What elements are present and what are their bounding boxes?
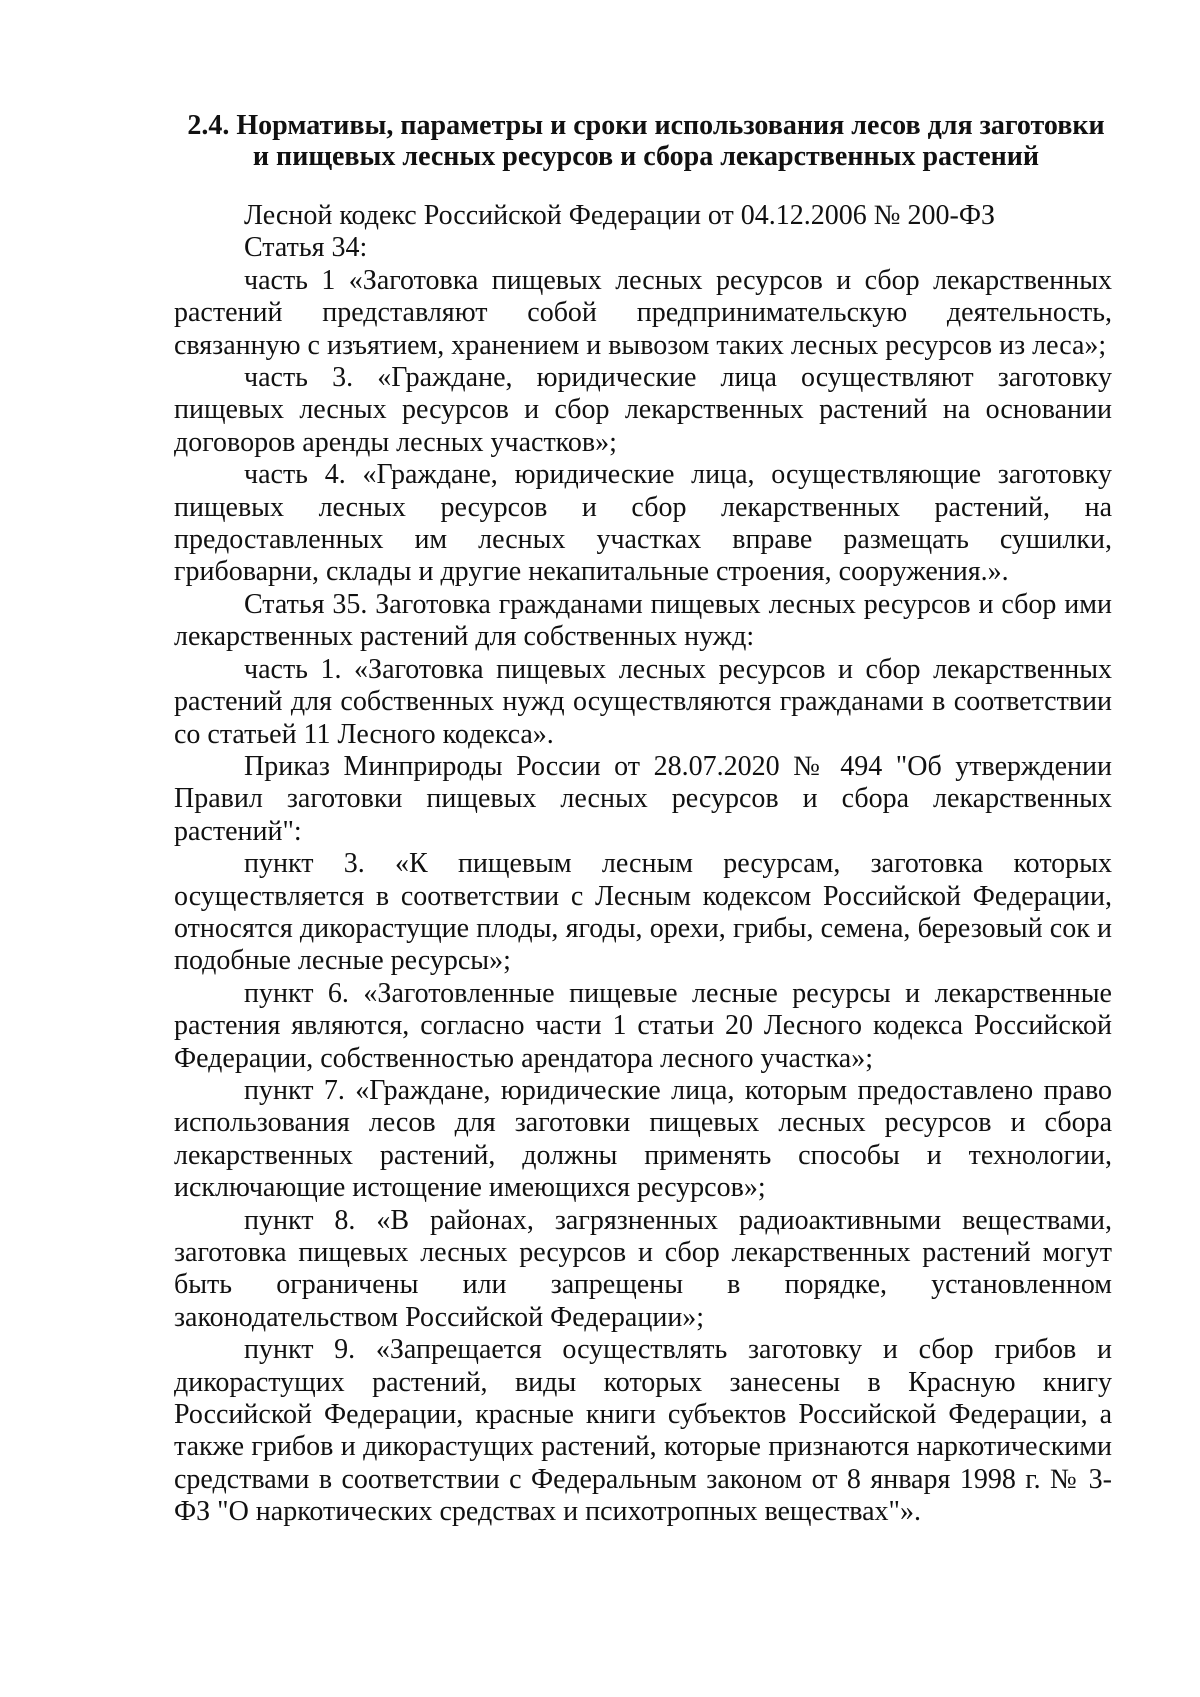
paragraph-art35-part1: часть 1. «Заготовка пищевых лесных ресурсов и сбор лекарственных растений для собственных нужд осуществляются гражданами в соответствии со статьей 11 Лесного кодекса». <box>174 653 1112 750</box>
section-heading-line-1 <box>180 110 1112 141</box>
paragraph-art34-part3: часть 3. «Граждане, юридические лица осуществляют заготовку пищевых лесных ресурсов и сбор лекарственных растений на основании договоров аренды лесных участков»; <box>174 362 1112 458</box>
paragraph-order-494: Приказ Минприроды России от 28.07.2020 № 494 "Об утверждении Правил заготовки пищевых лесных ресурсов и сбора лекарственных растений": <box>174 750 1112 847</box>
paragraph-item-3: пункт 3. «К пищевым лесным ресурсам, заготовка которых осуществляется в соответствии с Лесным кодексом Российской Федерации, относятся дикорастущие плоды, ягоды, орехи, грибы, семена, березовый сок и подобные лесные ресурсы»; <box>174 848 1112 977</box>
paragraph-item-9: пункт 9. «Запрещается осуществлять заготовку и сбор грибов и дикорастущих растений, виды которых занесены в Красную книгу Российской Федерации, красные книги субъектов Российской Федерации, а также грибов и дикорастущих растений, которые признаются наркотическими средствами в соответствии с Федеральным законом от 8 января 1998 г. № 3-ФЗ "О наркотических средствах и психотропных веществах"». <box>174 1334 1112 1528</box>
section-number: 2.4 <box>187 110 223 141</box>
section-title-part-2: и пищевых лесных ресурсов и сбора лекарственных растений <box>252 141 1040 172</box>
paragraph-item-7: пункт 7. «Граждане, юридические лица, которым предоставлено право использования лесов для заготовки пищевых лесных ресурсов и сбора лекарственных растений, должны применять способы и технологии, исключающие истощение имеющихся ресурсов»; <box>174 1074 1112 1204</box>
section-heading <box>174 110 1112 172</box>
paragraph-article-34: Статья 34: <box>244 232 368 264</box>
paragraph-law-title: Лесной кодекс Российской Федерации от 04.12.2006 № 200-ФЗ <box>244 200 995 231</box>
paragraph-art34-part1: часть 1 «Заготовка пищевых лесных ресурсов и сбор лекарственных растений представляют собой предпринимательскую деятельность, связанную с изъятием, хранением и вывозом таких лесных ресурсов из леса»; <box>174 264 1112 361</box>
paragraph-article-35: Статья 35. Заготовка гражданами пищевых лесных ресурсов и сбор ими лекарственных растений для собственных нужд: <box>174 588 1112 653</box>
document-page <box>174 110 1112 1529</box>
section-title-part-1: . Нормативы, параметры и сроки использования лесов для заготовки <box>222 110 1105 141</box>
paragraph-art34-part4: часть 4. «Граждане, юридические лица, осуществляющие заготовку пищевых лесных ресурсов и сбор лекарственных растений, на предоставленных им лесных участках вправе размещать сушилки, грибоварни, склады и другие некапитальные строения, сооружения.». <box>174 459 1112 588</box>
paragraph-item-8: пункт 8. «В районах, загрязненных радиоактивными веществами, заготовка пищевых лесных ресурсов и сбор лекарственных растений могут быть ограничены или запрещены в порядке, установленном законодательством Российской Федерации»; <box>174 1204 1112 1333</box>
paragraph-item-6: пункт 6. «Заготовленные пищевые лесные ресурсы и лекарственные растения являются, согласно части 1 статьи 20 Лесного кодекса Российской Федерации, собственностью арендатора лесного участка»; <box>174 977 1112 1074</box>
